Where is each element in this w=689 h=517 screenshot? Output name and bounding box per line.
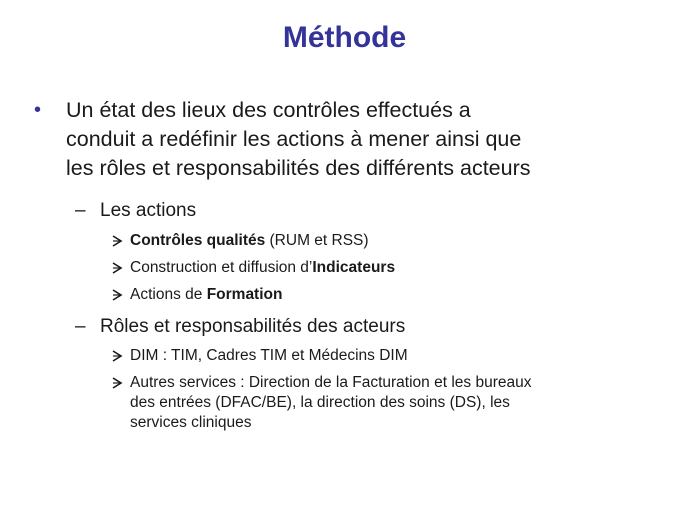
list-item xyxy=(110,373,650,433)
item-bold-text: Indicateurs xyxy=(312,259,396,276)
main-bullet-item xyxy=(34,96,664,183)
slide-title: Méthode xyxy=(282,21,407,54)
list-item xyxy=(110,346,650,366)
arrowhead-bullet-icon xyxy=(110,261,124,275)
arrowhead-bullet-icon xyxy=(110,288,124,302)
item-text: Actions de xyxy=(130,286,207,303)
list-item xyxy=(110,258,650,278)
bullet-dot-icon: • xyxy=(34,99,42,121)
item-text: (RUM et RSS) xyxy=(265,232,369,249)
roles-list xyxy=(110,346,650,440)
dash-bullet-icon: – xyxy=(75,200,86,221)
item-line: des entrées (DFAC/BE), la direction des soins (DS), les xyxy=(130,394,510,411)
item-text: DIM : TIM, Cadres TIM et Médecins DIM xyxy=(130,347,408,364)
actions-list xyxy=(110,231,650,312)
section-roles-heading xyxy=(66,314,666,340)
arrowhead-bullet-icon xyxy=(110,349,124,363)
section-actions-heading xyxy=(66,198,666,224)
item-text: Construction et diffusion d’ xyxy=(130,259,313,276)
list-item xyxy=(110,231,650,251)
main-bullet-line: Un état des lieux des contrôles effectués a xyxy=(66,98,471,122)
arrowhead-bullet-icon xyxy=(110,376,124,390)
item-bold-text: Formation xyxy=(206,286,283,303)
main-bullet-line: conduit a redéfinir les actions à mener ainsi que xyxy=(66,127,522,151)
arrowhead-bullet-icon xyxy=(110,234,124,248)
section-heading xyxy=(66,314,666,340)
section-label: Les actions xyxy=(100,200,197,221)
item-line: services cliniques xyxy=(130,414,252,431)
dash-bullet-icon: – xyxy=(75,316,86,337)
main-bullet-list xyxy=(34,96,664,183)
main-bullet-line: les rôles et responsabilités des différents acteurs xyxy=(66,156,531,180)
item-line: Autres services : Direction de la Facturation et les bureaux xyxy=(130,374,532,391)
item-bold-text: Contrôles qualités xyxy=(130,232,266,249)
section-heading xyxy=(66,198,666,224)
section-label: Rôles et responsabilités des acteurs xyxy=(100,316,406,337)
list-item xyxy=(110,285,650,305)
